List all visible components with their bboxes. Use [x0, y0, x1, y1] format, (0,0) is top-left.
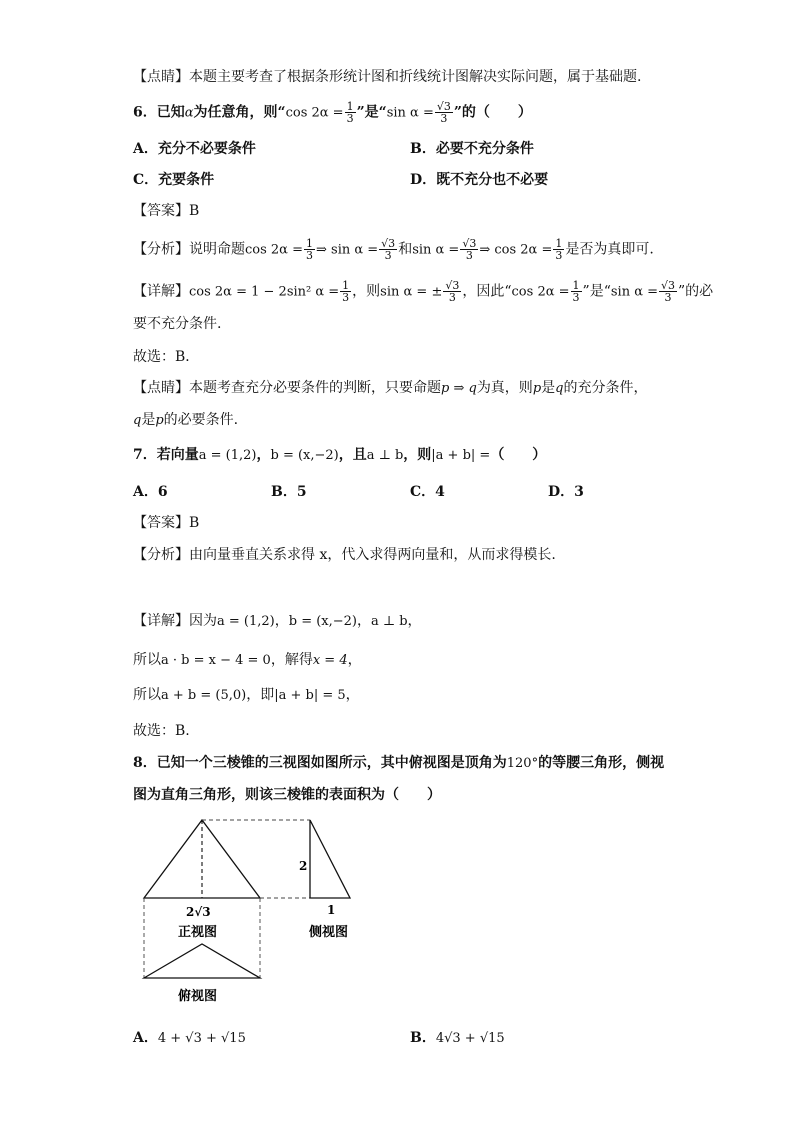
q7-analysis-text: 由向量垂直关系求得 x，代入求得两向量和，从而求得模长.	[189, 547, 556, 563]
q6-detail-f: ”是“	[582, 283, 611, 300]
q8-option-b	[410, 1028, 505, 1049]
side-view-label: 侧视图	[309, 925, 349, 940]
side-height-label: 2	[299, 859, 308, 873]
q8-option-b-value: 4√3 + √15	[435, 1031, 505, 1046]
q6-stem-a: 6．已知	[133, 104, 185, 121]
q8-option-a	[133, 1028, 246, 1049]
q7-d1-e: ，	[356, 613, 371, 629]
q7-d1-b: a = (1,2)	[217, 614, 275, 629]
q7-mod: |a + b| =	[431, 448, 491, 463]
q7-stem	[133, 445, 546, 466]
q6-detail	[133, 280, 713, 303]
q7-detail-2	[133, 650, 362, 671]
q8-stem-a: 8．已知一个三棱锥的三视图如图所示，其中俯视图是顶角为	[133, 755, 507, 771]
q8-option-a-value: 4 + √3 + √15	[157, 1031, 246, 1046]
q7-vec-a: a = (1,2)	[198, 448, 257, 463]
side-base-label: 1	[327, 903, 336, 917]
q6-detail-g: sin α =	[610, 284, 658, 300]
q6-detail-c: sin α = ±	[380, 284, 443, 300]
fenxi-bracket: 【分析】	[133, 241, 189, 258]
q7-d1-a: 因为	[189, 613, 217, 629]
q7-detail-1	[133, 611, 422, 632]
q6-choose: 故选：B．	[133, 349, 200, 365]
three-view-figure	[130, 812, 370, 1012]
q8-stem-line2: 图为直角三角形，则该三棱锥的表面积为（ ）	[133, 787, 441, 803]
q8-stem-line1	[133, 753, 664, 774]
q7-answer	[133, 513, 199, 533]
q6-frac1: $\frac{1}{3}$	[346, 100, 354, 125]
q6-option-c: C．充要条件	[133, 172, 215, 188]
q7-d2-d: x = 4	[312, 653, 348, 668]
q7-d3-a: 所以	[133, 687, 161, 703]
q6-note-d: p	[532, 381, 542, 396]
q6-note	[133, 378, 647, 399]
q7-sep1: ，	[256, 447, 271, 463]
q6-analysis-b: cos 2α =	[245, 242, 303, 258]
q7-perp: a ⊥ b	[366, 448, 404, 463]
q6-note-g: 的充分条件，	[563, 380, 648, 396]
q6-frac2: $\frac{√3}{3}$	[436, 100, 451, 125]
q6-note-a: 本题考查充分必要条件的判断，只要命题	[189, 380, 441, 396]
q6-detail-frac2: $\frac{√3}{3}$	[445, 279, 460, 304]
q7-analysis	[133, 545, 556, 565]
q8-option-a-label: A．	[133, 1030, 158, 1046]
q7-vec-b: b = (x,−2)	[270, 448, 339, 463]
q6-stem-b: 为任意角，则“	[193, 104, 286, 121]
q6-analysis-e: sin α =	[412, 242, 460, 258]
q7-option-a: A．6	[133, 484, 168, 500]
q6-note-c: 为真，则	[476, 380, 533, 396]
q6-note-line2-d: 的必要条件.	[163, 412, 239, 428]
dianjing-bracket-2: 【点睛】	[133, 380, 189, 396]
q6-note-f: q	[555, 381, 564, 396]
q7-d2-a: 所以	[133, 652, 161, 668]
q7-choose: 故选：B.	[133, 723, 190, 739]
q6-stem-c: ”是“	[356, 104, 387, 121]
q6-note-b: p ⇒ q	[441, 381, 477, 396]
q8-angle: 120°	[506, 756, 539, 771]
q6-stem	[133, 101, 532, 124]
q7-d3-c: ，即	[246, 687, 275, 703]
q7-option-d: D．3	[548, 484, 584, 500]
q6-answer-value: B	[189, 203, 200, 219]
note-text: 本题主要考查了根据条形统计图和折线统计图解决实际问题，属于基础题.	[189, 69, 642, 85]
q6-detail-frac1: $\frac{1}{3}$	[342, 279, 350, 304]
q7-d3-d: |a + b| = 5	[274, 688, 346, 703]
q6-detail-frac4: $\frac{√3}{3}$	[661, 279, 676, 304]
q6-cond2: sin α =	[386, 105, 434, 121]
q7-answer-value: B	[189, 515, 200, 531]
q6-note-e: 是	[541, 380, 556, 396]
q6-note-line2	[133, 410, 238, 431]
q8-stem-b: 的等腰三角形，侧视	[538, 755, 665, 771]
q6-analysis-frac4: $\frac{1}{3}$	[555, 237, 563, 262]
q7-d1-c: ，	[274, 613, 289, 629]
daan-bracket: 【答案】	[133, 203, 189, 219]
q6-analysis	[133, 238, 654, 261]
q6-detail-b: ，则	[352, 283, 381, 300]
xiangjie-bracket-2: 【详解】	[133, 613, 189, 629]
q6-option-d: D．既不充分也不必要	[410, 172, 549, 188]
q6-analysis-frac2: $\frac{√3}{3}$	[381, 237, 396, 262]
q6-note-line2-c: p	[155, 413, 164, 428]
q6-alpha: α	[184, 105, 194, 121]
q7-d3-e: ，	[345, 687, 360, 703]
q6-detail-frac3: $\frac{1}{3}$	[572, 279, 580, 304]
q7-d3-b: a + b = (5,0)	[161, 688, 247, 703]
q6-note-line2-a: q	[133, 413, 142, 428]
q6-stem-d: ”的（ ）	[453, 104, 532, 121]
side-view-triangle	[310, 820, 350, 898]
daan-bracket-2: 【答案】	[133, 515, 189, 531]
q7-d2-b: a · b = x − 4 = 0	[161, 653, 271, 668]
xiangjie-bracket: 【详解】	[133, 283, 189, 300]
q7-stem-b: ，且	[338, 447, 367, 463]
dianjing-bracket: 【点睛】	[133, 69, 189, 85]
q6-detail-d: ，因此“	[462, 283, 512, 300]
q7-d1-f: a ⊥ b	[370, 614, 408, 629]
q6-analysis-g: 是否为真即可.	[565, 241, 654, 258]
q6-cond1: cos 2α =	[285, 105, 344, 121]
q6-analysis-c: ⇒ sin α =	[316, 242, 379, 258]
q6-analysis-frac3: $\frac{√3}{3}$	[462, 237, 477, 262]
q8-option-b-label: B．	[410, 1030, 436, 1046]
q6-option-a: A．充分不必要条件	[133, 141, 256, 157]
q7-d2-c: ，解得	[270, 652, 313, 668]
q7-stem-a: 7．若向量	[133, 447, 199, 463]
note-line-top	[133, 67, 641, 87]
q6-answer	[133, 201, 199, 221]
q7-option-b: B．5	[271, 484, 307, 500]
q6-analysis-frac1: $\frac{1}{3}$	[306, 237, 313, 262]
q6-analysis-f: ⇒ cos 2α =	[479, 242, 553, 258]
top-view-triangle	[144, 944, 260, 978]
q6-detail-a: cos 2α = 1 − 2sin² α =	[189, 284, 340, 300]
q7-d1-g: ，	[407, 613, 422, 629]
q6-analysis-a: 说明命题	[189, 241, 245, 258]
fenxi-bracket-2: 【分析】	[133, 547, 189, 563]
q7-option-c: C．4	[410, 484, 445, 500]
q7-d2-e: ，	[347, 652, 362, 668]
q7-detail-3	[133, 685, 360, 706]
q7-stem-d: （ ）	[490, 447, 547, 463]
front-dim-label: 2√3	[186, 905, 211, 919]
q6-analysis-d: 和	[398, 241, 413, 258]
q6-detail-e: cos 2α =	[511, 284, 570, 300]
q7-d1-d: b = (x,−2)	[288, 614, 357, 629]
q6-detail-h: ”的必	[678, 283, 714, 300]
top-view-label: 俯视图	[178, 989, 218, 1004]
q6-option-b: B．必要不充分条件	[410, 141, 534, 157]
q7-stem-c: ，则	[403, 447, 432, 463]
front-view-label: 正视图	[178, 925, 218, 940]
q6-detail-line2: 要不充分条件.	[133, 316, 222, 332]
q6-note-line2-b: 是	[141, 412, 156, 428]
